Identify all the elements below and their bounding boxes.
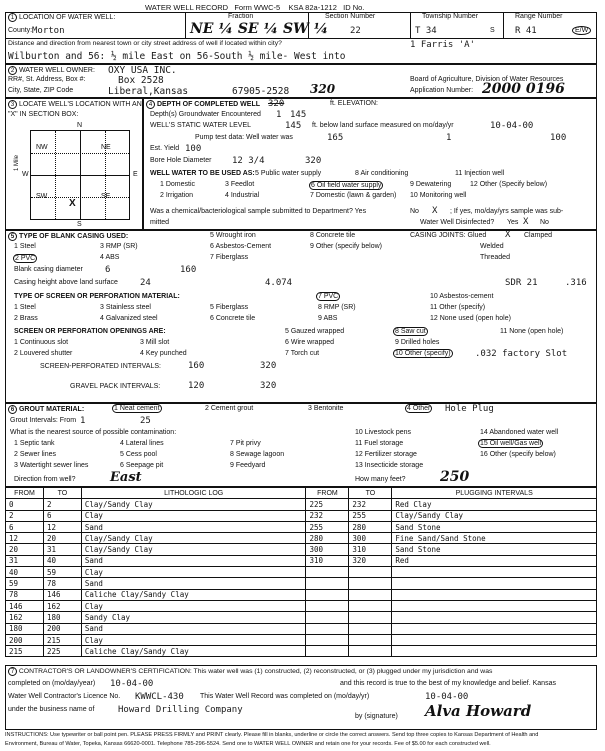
log-to-cell: 40 — [43, 555, 81, 566]
pump-label: Pump test data: Well water was — [195, 134, 293, 141]
lithology-cell: Caliche Clay/Sandy Clay — [81, 589, 306, 600]
w-label: W — [22, 171, 29, 178]
plug-to-cell: 232 — [349, 499, 392, 510]
sw-label: SW — [36, 193, 48, 200]
log-from-cell: 78 — [6, 589, 44, 600]
log-row — [6, 544, 597, 555]
plug-material-cell — [392, 589, 597, 600]
township-dir: S — [490, 27, 495, 34]
log-from-cell: 180 — [6, 623, 44, 634]
screen-9[interactable]: 9 ABS — [318, 315, 338, 322]
lithology-cell: Clay — [81, 510, 306, 521]
plug-material-cell — [392, 634, 597, 645]
use-10[interactable]: 10 Monitoring well — [410, 192, 467, 199]
screen-12[interactable]: 12 None used (open hole) — [430, 315, 511, 322]
bore-to: 320 — [305, 156, 322, 166]
contam-9[interactable]: 9 Feedyard — [230, 462, 266, 469]
plug-material-cell — [392, 567, 597, 578]
log-from-cell: 31 — [6, 555, 44, 566]
contam-2[interactable]: 2 Sewer lines — [14, 451, 57, 458]
plug-from-cell: 225 — [306, 499, 349, 510]
log-from-cell: 40 — [6, 567, 44, 578]
log-from-cell: 6 — [6, 521, 44, 532]
depth-value: 320 — [268, 99, 285, 109]
joints-label: CASING JOINTS: Glued — [410, 232, 487, 239]
depth-label: 4 DEPTH OF COMPLETED WELL — [146, 100, 260, 109]
use-5[interactable]: 5 Public water supply — [255, 170, 322, 177]
use-9[interactable]: 9 Dewatering — [410, 181, 452, 188]
screen-6[interactable]: 6 Concrete tile — [210, 315, 256, 322]
screen-7[interactable]: 7 PVC — [318, 293, 339, 300]
log-to-cell: 59 — [43, 567, 81, 578]
nw-label: NW — [36, 144, 48, 151]
use-3[interactable]: 3 Feedlot — [225, 181, 255, 188]
spi-from: 160 — [188, 361, 205, 371]
contam-3[interactable]: 3 Watertight sewer lines — [14, 462, 89, 469]
plug-material-cell: Sand Stone — [392, 544, 597, 555]
plug-to-cell — [349, 623, 392, 634]
screen-5[interactable]: 5 Fiberglass — [210, 304, 249, 311]
log-from-cell: 12 — [6, 533, 44, 544]
lithology-cell: Caliche Clay/Sandy Clay — [81, 646, 306, 657]
plug-from-header: FROM — [306, 488, 349, 499]
lithology-cell: Clay — [81, 600, 306, 611]
city-label: City, State, ZIP Code — [8, 87, 74, 94]
gp-label: GRAVEL PACK INTERVALS: — [70, 383, 161, 390]
static-value: 145 — [285, 121, 302, 131]
dis-x: X — [523, 217, 529, 227]
static-date: 10-04-00 — [490, 121, 534, 131]
plug-from-cell — [306, 589, 349, 600]
record-text: and this record is true to the best of my knowledge and belief. Kansas — [340, 680, 556, 687]
log-row — [6, 623, 597, 634]
open-11[interactable]: 11 None (open hole) — [500, 328, 564, 335]
log-row — [6, 646, 597, 657]
app-number: 2000 0196 — [482, 81, 565, 97]
plug-from-cell: 310 — [306, 555, 349, 566]
license-value: KWWCL-430 — [135, 692, 184, 702]
threaded: Threaded — [480, 254, 510, 261]
log-row — [6, 589, 597, 600]
plug-to-cell: 300 — [349, 533, 392, 544]
plug-from-cell — [306, 600, 349, 611]
log-row — [6, 600, 597, 611]
chem-label: Was a chemical/bacteriological sample submitted to Department? Yes — [150, 208, 367, 215]
screen-11[interactable]: 11 Other (specify) — [430, 304, 486, 311]
spi-to: 320 — [260, 361, 277, 371]
completed-label: completed on (mo/day/year) — [8, 680, 96, 687]
other-open: .032 factory Slot — [475, 349, 568, 359]
plug-to-cell — [349, 578, 392, 589]
lithology-cell: Clay/Sandy Clay — [81, 499, 306, 510]
s-label: S — [77, 221, 82, 228]
plug-from-cell: 280 — [306, 533, 349, 544]
casing-3[interactable]: 3 RMP (SR) — [100, 243, 138, 250]
log-to-cell: 146 — [43, 589, 81, 600]
sdr-value: SDR 21 — [505, 278, 538, 288]
ksa-ref: KSA 82a-1212 — [288, 3, 337, 12]
plug-from-cell — [306, 646, 349, 657]
city-value: Liberal,Kansas — [108, 86, 189, 97]
log-row — [6, 555, 597, 566]
footer-line-1: INSTRUCTIONS: Use typewriter or ball point pen. PLEASE PRESS FIRMLY and PRINT clearly. Please fill in blanks, underline or circle the correct answers. Send top three copies to Kansas Department of Health and — [5, 732, 539, 738]
use-4[interactable]: 4 Industrial — [225, 192, 260, 199]
lithology-cell: Sand — [81, 521, 306, 532]
open-9[interactable]: 9 Drilled holes — [395, 339, 440, 346]
mitted: mitted — [150, 219, 170, 226]
lithology-cell: Sandy Clay — [81, 612, 306, 623]
by-signature: by (signature) — [355, 713, 398, 720]
plug-to-cell — [349, 612, 392, 623]
static-label: WELL'S STATIC WATER LEVEL — [150, 122, 252, 129]
plug-to-cell: 320 — [349, 555, 392, 566]
plug-material-cell: Sand Stone — [392, 521, 597, 532]
address-label: RR#, St. Address, Box #: — [8, 76, 86, 83]
grout-1[interactable]: 1 Neat cement — [114, 405, 160, 412]
log-row — [6, 533, 597, 544]
log-to-cell: 20 — [43, 533, 81, 544]
chem-tail: ; If yes, mo/day/yrs sample was sub- — [450, 208, 564, 215]
open-2[interactable]: 2 Louvered shutter — [14, 350, 73, 357]
casing-6[interactable]: 6 Asbestos-Cement — [210, 243, 272, 250]
spi-label: SCREEN-PERFORATED INTERVALS: — [40, 363, 161, 370]
gi-to: 25 — [140, 416, 151, 426]
bore-label: Bore Hole Diameter — [150, 157, 212, 164]
lithology-cell: Clay — [81, 634, 306, 645]
log-to-cell: 225 — [43, 646, 81, 657]
gp-from: 120 — [188, 381, 205, 391]
log-to-cell: 200 — [43, 623, 81, 634]
log-to-cell: 162 — [43, 600, 81, 611]
log-to-header: TO — [43, 488, 81, 499]
how-many-label: How many feet? — [355, 476, 406, 483]
plug-from-cell: 232 — [306, 510, 349, 521]
cert-text: 7 CONTRACTOR'S OR LANDOWNER'S CERTIFICATION: This water well was (1) constructed, (2) reconstructed, or (3) plugged under my jurisdiction and was — [8, 667, 492, 676]
log-from-cell: 2 — [6, 510, 44, 521]
directions-value: Wilburton and 56: ½ mile East on 56-South ½ mile- West into — [8, 51, 346, 62]
plug-material-cell: Fine Sand/Sand Stone — [392, 533, 597, 544]
board-label: Board of Agriculture, Division of Water Resources — [410, 76, 564, 83]
contam-label: What is the nearest source of possible contamination: — [10, 429, 177, 436]
plug-material-cell: Red — [392, 555, 597, 566]
height-label: Casing height above land surface — [14, 279, 118, 286]
static-tail: ft. below land surface measured on mo/day/yr — [312, 122, 454, 129]
lithology-cell: Clay/Sandy Clay — [81, 544, 306, 555]
use-12[interactable]: 12 Other (Specify below) — [470, 181, 548, 188]
plug-from-cell: 255 — [306, 521, 349, 532]
plugging-header: PLUGGING INTERVALS — [392, 488, 597, 499]
section-value: 22 — [350, 26, 361, 36]
footer-line-2: Environment, Bureau of Water, Topeka, Kansas 66620-0001. Telephone 785-296-5524. Send one to WATER WELL OWNER and retain one for your records. Fee of $5.00 for each constructed well. — [5, 741, 491, 747]
plug-material-cell — [392, 623, 597, 634]
screen-3[interactable]: 3 Stainless steel — [100, 304, 151, 311]
contam-4[interactable]: 4 Lateral lines — [120, 440, 164, 447]
business-label: under the business name of — [8, 706, 95, 713]
plug-to-cell: 255 — [349, 510, 392, 521]
log-from-cell: 162 — [6, 612, 44, 623]
screen-8[interactable]: 8 RMP (SR) — [318, 304, 356, 311]
elev-label: ft. ELEVATION: — [330, 100, 378, 107]
contam-5[interactable]: 5 Cess pool — [120, 451, 157, 458]
contam-8[interactable]: 8 Sewage lagoon — [230, 451, 285, 458]
gw-1: 1 — [276, 110, 282, 120]
contam-16[interactable]: 16 Other (specify below) — [480, 451, 556, 458]
log-row — [6, 578, 597, 589]
openings-label: SCREEN OR PERFORATION OPENINGS ARE: — [14, 328, 166, 335]
license-label: Water Well Contractor's Licence No. — [8, 693, 121, 700]
contam-7[interactable]: 7 Pit privy — [230, 440, 261, 447]
township-value: T 34 — [415, 26, 437, 36]
log-from-cell: 146 — [6, 600, 44, 611]
gi-from: 1 — [80, 416, 86, 426]
gw-label: Depth(s) Groundwater Encountered — [150, 111, 261, 118]
grout-other: Hole Plug — [445, 404, 494, 414]
plug-to-cell: 310 — [349, 544, 392, 555]
log-to-cell: 6 — [43, 510, 81, 521]
contam-13[interactable]: 13 Insecticide storage — [355, 462, 424, 469]
section-grid — [30, 130, 130, 220]
address-value: Box 2528 — [118, 75, 164, 86]
app-label: Application Number: — [410, 87, 474, 94]
record-date: 10-04-00 — [425, 692, 469, 702]
s3-label: 3 LOCATE WELL'S LOCATION WITH AN "X" IN SECTION BOX: — [8, 101, 142, 118]
township-label: Township Number — [422, 13, 479, 20]
scribble-value: 320 — [310, 82, 336, 96]
use-2[interactable]: 2 Irrigation — [160, 192, 194, 199]
log-from-cell: 59 — [6, 578, 44, 589]
owner-label: 2 WATER WELL OWNER: — [8, 66, 95, 75]
dis-yes: Yes — [507, 219, 519, 226]
open-1[interactable]: 1 Continuous slot — [14, 339, 69, 346]
record-completed: This Water Well Record was completed on (mo/day/yr) — [200, 693, 370, 700]
log-row — [6, 634, 597, 645]
casing-1[interactable]: 1 Steel — [14, 243, 36, 250]
mile-label: 1 Mile — [14, 154, 21, 172]
gi-label: Grout Intervals: From — [10, 417, 77, 424]
plug-to-cell: 280 — [349, 521, 392, 532]
log-to-cell: 2 — [43, 499, 81, 510]
lithology-cell: Sand — [81, 578, 306, 589]
casing-2[interactable]: 2 PVC — [15, 255, 36, 262]
casing-4[interactable]: 4 ABS — [100, 254, 120, 261]
range-dir: E/W — [572, 26, 591, 35]
log-to-cell: 78 — [43, 578, 81, 589]
n-label: N — [77, 122, 83, 129]
log-from-cell: 215 — [6, 646, 44, 657]
contam-14[interactable]: 14 Abandoned water well — [480, 429, 559, 436]
log-from-cell: 0 — [6, 499, 44, 510]
casing-9[interactable]: 9 Other (specify below) — [310, 243, 382, 250]
gp-to: 320 — [260, 381, 277, 391]
plug-from-cell — [306, 623, 349, 634]
open-8[interactable]: 8 Saw cut — [395, 328, 426, 335]
yield-value: 100 — [185, 144, 202, 154]
lithology-cell: Sand — [81, 623, 306, 634]
casing-7[interactable]: 7 Fiberglass — [210, 254, 249, 261]
grout-label: 6 GROUT MATERIAL: — [8, 405, 84, 414]
weight-value: 4.074 — [265, 278, 293, 288]
log-row — [6, 612, 597, 623]
plug-material-cell — [392, 578, 597, 589]
log-row — [6, 499, 597, 510]
range-value: R 41 — [515, 26, 537, 36]
grout-2[interactable]: 2 Cement grout — [205, 405, 254, 412]
lithologic-header: LITHOLOGIC LOG — [81, 488, 306, 499]
bore-value: 12 3/4 — [232, 156, 265, 166]
log-to-cell: 215 — [43, 634, 81, 645]
diam-to: 160 — [180, 265, 197, 275]
range-label: Range Number — [515, 13, 563, 20]
gw-value: 145 — [290, 110, 307, 120]
plug-to-cell — [349, 567, 392, 578]
plug-to-cell — [349, 646, 392, 657]
plug-from-cell: 300 — [306, 544, 349, 555]
e-label: E — [133, 171, 138, 178]
screen-10[interactable]: 10 Asbestos-cement — [430, 293, 494, 300]
location-x: X — [69, 198, 76, 209]
plug-material-cell — [392, 646, 597, 657]
log-row — [6, 567, 597, 578]
owner-value: OXY USA INC. — [108, 65, 177, 76]
chem-no: No — [410, 208, 419, 215]
fraction-value: NE ¼ SE ¼ SW ¼ — [190, 21, 329, 37]
screen-4[interactable]: 4 Galvanized steel — [100, 315, 158, 322]
id-label: ID No. — [343, 3, 365, 12]
lithology-cell: Clay/Sandy Clay — [81, 533, 306, 544]
plug-material-cell — [392, 612, 597, 623]
contam-10[interactable]: 10 Livestock pens — [355, 429, 412, 436]
s1-label: 1 LOCATION OF WATER WELL: — [8, 13, 115, 22]
open-5[interactable]: 5 Gauzed wrapped — [285, 328, 345, 335]
plug-material-cell — [392, 600, 597, 611]
open-10[interactable]: 10 Other (specify) — [395, 350, 451, 357]
form-title — [145, 3, 364, 12]
casing-5[interactable]: 5 Wrought iron — [210, 232, 256, 239]
grout-4[interactable]: 4 Other — [407, 405, 431, 412]
well-name: 1 Farris 'A' — [410, 40, 476, 50]
grout-3[interactable]: 3 Bentonite — [308, 405, 344, 412]
plug-to-header: TO — [349, 488, 392, 499]
disinfected: Water Well Disinfected? — [420, 219, 495, 226]
screen-label: TYPE OF SCREEN OR PERFORATION MATERIAL: — [14, 293, 180, 300]
log-table — [5, 487, 597, 657]
open-3[interactable]: 3 Mill slot — [140, 339, 170, 346]
use-7[interactable]: 7 Domestic (lawn & garden) — [310, 192, 397, 199]
lithology-cell: Clay — [81, 567, 306, 578]
plug-material-cell: Clay/Sandy Clay — [392, 510, 597, 521]
chem-x: X — [432, 206, 438, 216]
distance-label: Distance and direction from nearest town or city street address of well if located within city? — [8, 40, 282, 47]
contam-1[interactable]: 1 Septic tank — [14, 440, 55, 447]
pump-after: 1 — [446, 133, 452, 143]
pump-value: 165 — [327, 133, 344, 143]
contam-15[interactable]: 15 Oil well/Gas well — [480, 440, 542, 447]
use-11[interactable]: 11 Injection well — [455, 170, 505, 177]
contam-11[interactable]: 11 Fuel storage — [355, 440, 404, 447]
zip-value: 67905-2528 — [232, 86, 290, 97]
ne-label: NE — [101, 144, 111, 151]
plug-from-cell — [306, 567, 349, 578]
plug-material-cell: Red Clay — [392, 499, 597, 510]
log-to-cell: 180 — [43, 612, 81, 623]
log-to-cell: 12 — [43, 521, 81, 532]
use-label: WELL WATER TO BE USED AS: — [150, 170, 255, 177]
casing-label: 5 TYPE OF BLANK CASING USED: — [8, 232, 128, 241]
plug-from-cell — [306, 634, 349, 645]
business-value: Howard Drilling Company — [118, 705, 243, 715]
height-value: 24 — [140, 278, 151, 288]
wall-value: .316 — [565, 278, 587, 288]
dis-no: No — [540, 219, 549, 226]
clamped: Clamped — [524, 232, 553, 239]
use-8[interactable]: 8 Air conditioning — [355, 170, 409, 177]
log-from-header: FROM — [6, 488, 44, 499]
contam-12[interactable]: 12 Fertilizer storage — [355, 451, 417, 458]
welded: Welded — [480, 243, 504, 250]
casing-8[interactable]: 8 Concrete tile — [310, 232, 356, 239]
diam-value: 6 — [105, 265, 111, 275]
screen-2[interactable]: 2 Brass — [14, 315, 38, 322]
log-from-cell: 20 — [6, 544, 44, 555]
feet-value: 250 — [440, 469, 470, 485]
plug-to-cell — [349, 589, 392, 600]
se-label: SE — [101, 193, 111, 200]
open-7[interactable]: 7 Torch cut — [285, 350, 320, 357]
use-6[interactable]: 6 Oil field water supply — [311, 182, 382, 189]
log-header-row — [6, 488, 597, 499]
plug-from-cell — [306, 612, 349, 623]
log-to-cell: 31 — [43, 544, 81, 555]
completed-value: 10-04-00 — [110, 679, 154, 689]
section-label: Section Number — [325, 13, 376, 20]
title-text: WATER WELL RECORD — [145, 3, 229, 12]
screen-1[interactable]: 1 Steel — [14, 304, 36, 311]
log-row — [6, 510, 597, 521]
direction-value: East — [110, 470, 142, 485]
plug-to-cell — [349, 634, 392, 645]
form-number: Form WWC-5 — [234, 3, 281, 12]
log-row — [6, 521, 597, 532]
glued-x: X — [505, 230, 511, 240]
signature: Alva Howard — [425, 702, 532, 720]
log-from-cell: 200 — [6, 634, 44, 645]
open-4[interactable]: 4 Key punched — [140, 350, 187, 357]
plug-from-cell — [306, 578, 349, 589]
fraction-label: Fraction — [228, 13, 254, 20]
yield-label: Est. Yield — [150, 145, 180, 152]
contam-6[interactable]: 6 Seepage pit — [120, 462, 164, 469]
diam-label: Blank casing diameter — [14, 266, 83, 273]
open-6[interactable]: 6 Wire wrapped — [285, 339, 335, 346]
use-1[interactable]: 1 Domestic — [160, 181, 196, 188]
county-label: County: — [8, 27, 33, 34]
lithology-cell: Sand — [81, 555, 306, 566]
county-value: Morton — [32, 26, 65, 36]
direction-label: Direction from well? — [14, 476, 76, 483]
pump-gpm: 100 — [550, 133, 567, 143]
plug-to-cell — [349, 600, 392, 611]
